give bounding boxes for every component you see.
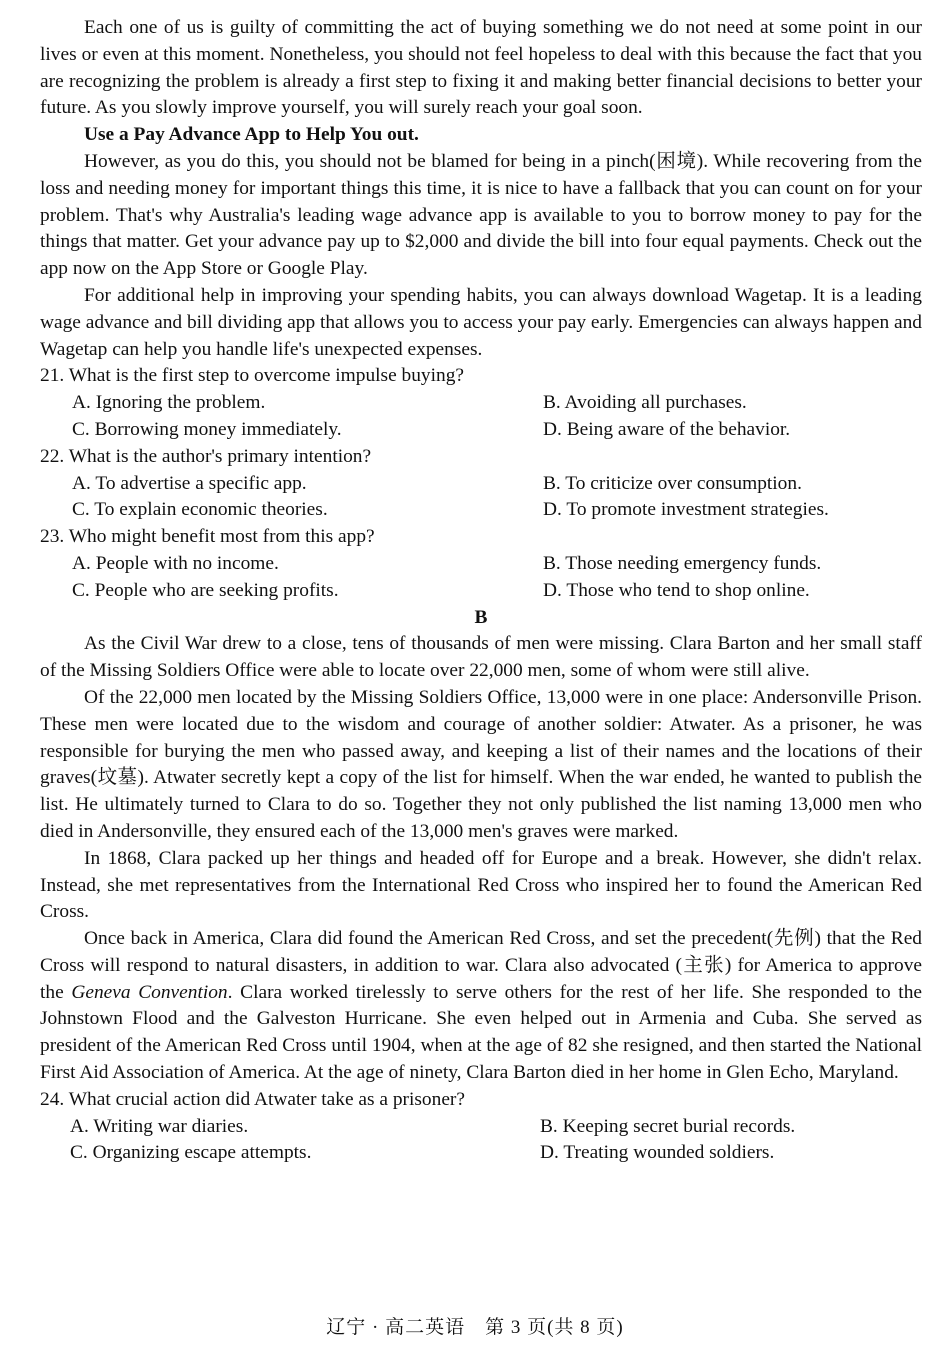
question-options <box>40 390 922 444</box>
option-a: A. People with no income. <box>72 552 279 574</box>
option-d: D. Being aware of the behavior. <box>543 418 791 440</box>
question-options <box>40 1114 922 1168</box>
page-footer: 辽宁 · 高二英语 第 3 页(共 8 页) <box>326 1317 624 1338</box>
question-stem: 22. What is the author's primary intention? <box>40 445 372 467</box>
geneva-convention-title: Geneva Convention <box>71 981 228 1003</box>
option-a: A. To advertise a specific app. <box>72 472 307 494</box>
passage-a-paragraph-1: Each one of us is guilty of committing the act of buying something we do not need at some point in our lives or even at this moment. Nonetheless, you should not feel hopeless to deal with this because the fact that you are recognizing the problem is already a first step to fixing it and making better financial decisions to better your future. As you slowly improve yourself, you will surely reach your goal soon. <box>40 17 922 119</box>
passage-b-paragraph-2: Of the 22,000 men located by the Missing Soldiers Office, 13,000 were in one place: Andersonville Prison. These men were located due to the wisdom and courage of another soldier: Atwater. As a prisoner, he was responsible for burying the men who passed away, and keeping a list of their names and the locations of their graves(坟墓). Atwater secretly kept a copy of the list for himself. When the war ended, he wanted to publish the list. He ultimately turned to Clara to do so. Together they not only published the list naming 13,000 men who died in Andersonville, they ensured each of the 13,000 men's graves were marked. <box>40 686 922 842</box>
section-b-label: B <box>474 606 488 628</box>
option-b: B. Avoiding all purchases. <box>543 392 747 414</box>
page-content <box>40 15 922 1167</box>
question-stem: 24. What crucial action did Atwater take as a prisoner? <box>40 1088 465 1110</box>
question-23 <box>40 524 922 604</box>
option-b: B. Those needing emergency funds. <box>543 552 822 574</box>
passage-a-paragraph-2: However, as you do this, you should not be blamed for being in a pinch(困境). While recovering from the loss and needing money for important things this time, it is nice to have a fallback that you can count on for your problem. That's why Australia's leading wage advance app is available to you to borrow money to pay for the things that matter. Get your advance pay up to $2,000 and divide the bill into four equal payments. Check out the app now on the App Store or Google Play. <box>40 150 922 280</box>
question-24 <box>40 1087 922 1167</box>
option-b: B. Keeping secret burial records. <box>540 1115 796 1137</box>
option-c: C. Organizing escape attempts. <box>70 1142 312 1164</box>
option-a: A. Writing war diaries. <box>70 1115 249 1137</box>
paragraph-text: Once back in America, Clara did found the American Red Cross, and set the precedent(先例) that the Red Cross will respond to natural disasters, in addition to war. Clara also advocated (主张) for America to approve the <box>40 928 922 1003</box>
question-options <box>40 551 922 605</box>
question-22 <box>40 444 922 524</box>
option-d: D. Treating wounded soldiers. <box>540 1142 775 1164</box>
question-stem: 21. What is the first step to overcome impulse buying? <box>40 365 464 387</box>
option-a: A. Ignoring the problem. <box>72 392 266 414</box>
option-b: B. To criticize over consumption. <box>543 472 802 494</box>
question-21 <box>40 363 922 443</box>
option-d: D. To promote investment strategies. <box>543 499 829 521</box>
option-c: C. To explain economic theories. <box>72 499 328 521</box>
option-d: D. Those who tend to shop online. <box>543 579 810 601</box>
passage-a-heading: Use a Pay Advance App to Help You out. <box>84 124 419 146</box>
question-stem: 23. Who might benefit most from this app? <box>40 526 375 548</box>
question-options <box>40 471 922 525</box>
paragraph-text: . Clara worked tirelessly to serve others for the rest of her life. She responded to the Johnstown Flood and the Galveston Hurricane. She even helped out in Armenia and Cuba. She served as president of the American Red Cross until 1904, when at the age of 82 she resigned, and then started the National First Aid Association of America. At the age of ninety, Clara Barton died in her home in Glen Echo, Maryland. <box>40 981 923 1084</box>
passage-b-paragraph-3: In 1868, Clara packed up her things and headed off for Europe and a break. However, she didn't relax. Instead, she met representatives from the International Red Cross who inspired her to found the American Red Cross. <box>40 847 922 923</box>
passage-b-paragraph-4 <box>40 926 922 1087</box>
passage-b-paragraph-1: As the Civil War drew to a close, tens of thousands of men were missing. Clara Barton and her small staff of the Missing Soldiers Office were able to locate over 22,000 men, some of whom were still alive. <box>40 633 922 682</box>
option-c: C. Borrowing money immediately. <box>72 418 342 440</box>
passage-a-paragraph-3: For additional help in improving your spending habits, you can always download Wagetap. It is a leading wage advance and bill dividing app that allows you to access your pay early. Emergencies can always happen and Wagetap can help you handle life's unexpected expenses. <box>40 284 922 360</box>
option-c: C. People who are seeking profits. <box>72 579 339 601</box>
